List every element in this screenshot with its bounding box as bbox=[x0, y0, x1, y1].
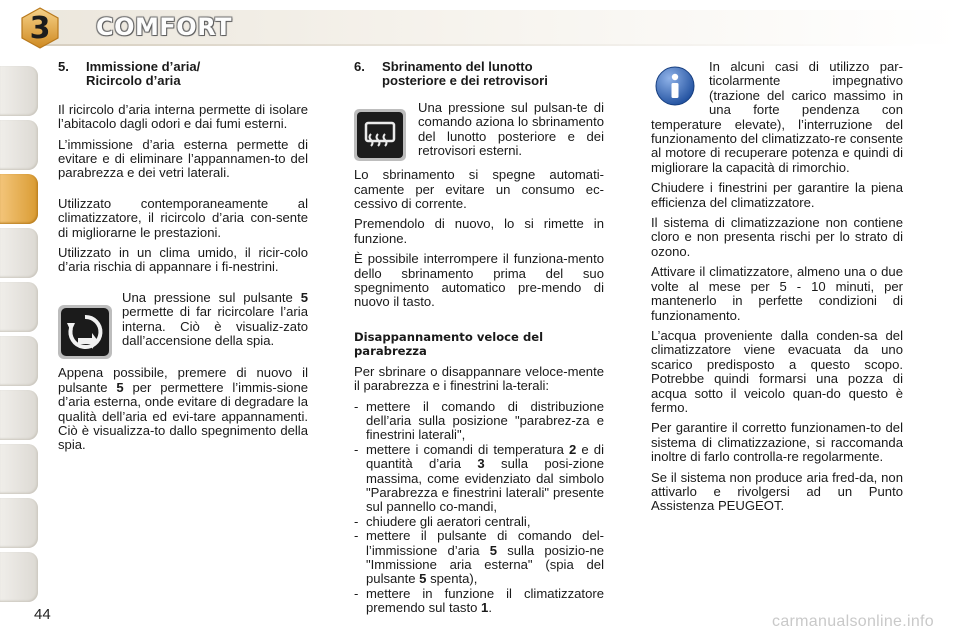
demist-intro: Per sbrinare o disappannare veloce-mente il parabrezza e i finestrini la-terali: bbox=[354, 363, 604, 394]
recirc-icon-text-a: Una pressione sul pulsante bbox=[122, 290, 293, 305]
defrost-paragraph-2: Premendolo di nuovo, lo si rimette in funzione. bbox=[354, 216, 604, 246]
section-5-title-line1: Immissione d’aria/ bbox=[86, 59, 201, 74]
side-tab-comfort-active[interactable] bbox=[0, 174, 38, 224]
watermark: carmanualsonline.info bbox=[772, 613, 934, 630]
column-defrost bbox=[354, 60, 604, 616]
side-tab-2[interactable] bbox=[0, 120, 38, 170]
list-item: - mettere in funzione il climatizzatore premendo sul tasto 1. bbox=[354, 585, 604, 616]
info-text: In alcuni casi di utilizzo par-ticolarmente impegnativo (trazione del carico massimo in una forte pendenza con temperature elevate), l’interruzione del funzionamento del climatizzato-re consente al motore di recuperare potenza e quindi di migliorare la capacità di rimorchio. bbox=[651, 60, 903, 175]
info-paragraph-4: L’acqua proveniente dalla conden-sa del climatizzatore viene evacuata da uno scarico predisposto a questo scopo. Potrebbe quindi formarsi una pozza di acqua sotto il veicolo quan-do questo è fermo. bbox=[651, 327, 903, 415]
recirc-button-block bbox=[58, 291, 308, 366]
recirc-paragraph-5b: per permettere l’immis-sione d’aria esterna, onde evitare di degradare la qualità dell’aria ed evi-tare appannamenti. Ciò è visualizza-to dallo spegnimento della spia. bbox=[58, 379, 309, 453]
column-recirculation bbox=[58, 60, 308, 459]
recirculation-icon bbox=[58, 305, 112, 362]
page-number: 44 bbox=[34, 606, 51, 623]
side-tab-8[interactable] bbox=[0, 444, 38, 494]
recirc-paragraph-1: Il ricircolo d’aria interna permette di isolare l’abitacolo dagli odori e dai fumi esterni. bbox=[58, 101, 308, 132]
demist-steps-list bbox=[354, 400, 604, 616]
recirc-paragraph-5-number: 5 bbox=[116, 379, 124, 395]
side-tab-4[interactable] bbox=[0, 228, 38, 278]
recirc-paragraph-5a: Appena possibile, premere di nuovo il pulsante bbox=[58, 365, 308, 395]
rear-defrost-icon bbox=[354, 109, 406, 164]
info-paragraph-6: Se il sistema non produce aria fred-da, non attivarlo e rivolgersi ad un Punto Assistenza PEUGEOT. bbox=[651, 469, 903, 514]
side-tab-7[interactable] bbox=[0, 390, 38, 440]
section-6-number: 6. bbox=[354, 59, 365, 74]
list-item: - chiudere gli aeratori centrali, bbox=[354, 513, 531, 529]
column-info bbox=[651, 60, 903, 520]
recirc-icon-button-number: 5 bbox=[300, 290, 308, 305]
quick-demist-heading: Disappannamento veloce del parabrezza bbox=[354, 329, 544, 359]
info-paragraph-1: Chiudere i finestrini per garantire la piena efficienza del climatizzatore. bbox=[651, 180, 903, 210]
defrost-icon-text: Una pressione sul pulsan-te di comando aziona lo sbrinamento del lunotto posteriore e dei retrovisori esterni. bbox=[418, 100, 604, 159]
page-title: COMFORT bbox=[96, 13, 232, 41]
info-paragraph-2: Il sistema di climatizzazione non contiene cloro e non presenta rischi per lo strato di ozono. bbox=[651, 215, 903, 259]
side-tab-5[interactable] bbox=[0, 282, 38, 332]
side-tab-9[interactable] bbox=[0, 498, 38, 548]
info-paragraph-3: Attivare il climatizzatore, almeno una o due volte al mese per 5 - 10 minuti, per mantenerlo in perfette condizioni di funzionamento. bbox=[651, 264, 903, 323]
info-icon bbox=[655, 66, 695, 109]
side-tab-10[interactable] bbox=[0, 552, 38, 602]
recirc-paragraph-2: L’immissione d’aria esterna permette di evitare e di eliminare l’appannamen-to del parabrezza e dei vetri laterali. bbox=[58, 136, 308, 181]
page-header bbox=[0, 0, 960, 58]
recirc-icon-text-b: permette di far ricircolare l’aria interna. Ciò è visualiz-zato dall’accensione della spia. bbox=[122, 304, 308, 349]
defrost-paragraph-3: È possibile interrompere il funziona-mento dello sbrinamento prima del suo spegnimento automatico pre-mendo di nuovo il tasto. bbox=[354, 251, 604, 310]
section-5-heading bbox=[58, 60, 308, 89]
side-tab-1[interactable] bbox=[0, 66, 38, 116]
list-item: - mettere il pulsante di comando del-l’immissione d’aria 5 sulla posizio-ne "Immissione aria esterna" (spia del pulsante 5 spenta), bbox=[354, 528, 605, 587]
section-5-number: 5. bbox=[58, 59, 69, 74]
defrost-button-block bbox=[354, 101, 604, 168]
recirc-paragraph-4: Utilizzato in un clima umido, il ricir-colo d’aria rischia di appannare i fi-nestrini. bbox=[58, 245, 308, 275]
side-tab-6[interactable] bbox=[0, 336, 38, 386]
section-5-title-line2: Ricircolo d’aria bbox=[86, 73, 181, 89]
section-6-title-line2: posteriore e dei retrovisori bbox=[382, 73, 548, 89]
info-paragraph-5: Per garantire il corretto funzionamen-to del sistema di climatizzazione, si raccomanda inoltre di farlo controlla-re regolarmente. bbox=[651, 420, 903, 465]
defrost-paragraph-1: Lo sbrinamento si spegne automati-camente per evitare un consumo ec-cessivo di corrente. bbox=[354, 167, 604, 212]
section-6-title-line1: Sbrinamento del lunotto bbox=[382, 59, 533, 74]
section-6-heading bbox=[354, 60, 604, 89]
recirc-paragraph-3: Utilizzato contemporaneamente al climatizzatore, il ricircolo d’aria con-sente di migliorarne le prestazioni. bbox=[58, 195, 308, 240]
info-block bbox=[651, 60, 903, 181]
chapter-number: 3 bbox=[29, 10, 51, 46]
list-item: - mettere il comando di distribuzione dell’aria sulla posizione "parabrez-za e finestrini laterali", bbox=[354, 398, 604, 443]
header-rule bbox=[40, 44, 920, 46]
list-item: - mettere i comandi di temperatura 2 e di quantità d’aria 3 sulla posi-zione massima, come evidenziato dal simbolo "Parabrezza e finestrini laterali" presente sul pannello co-mandi, bbox=[354, 441, 605, 515]
